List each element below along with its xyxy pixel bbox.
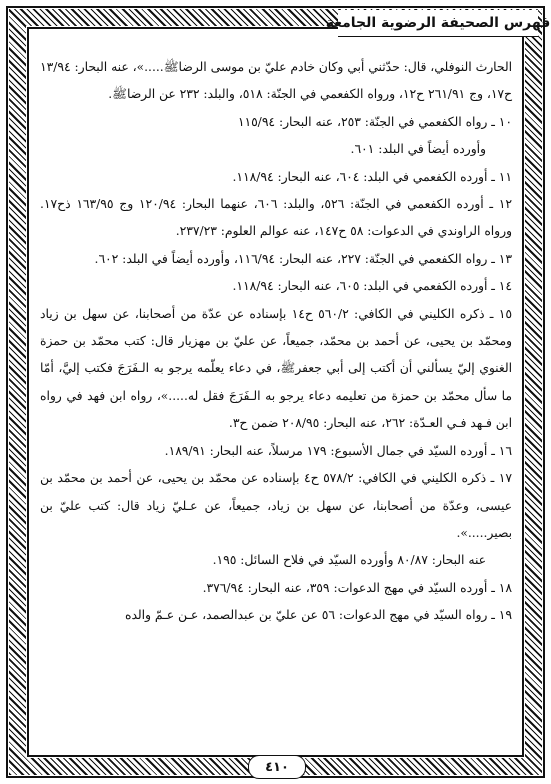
footnote-19: ١٩ ـ رواه السيّد في مهج الدعوات: ٥٦ عن عليّ بن عبدالصمد، عـن عـمّ والده [125, 608, 512, 623]
footnote-15: ١٥ ـ ذكره الكليني في الكافي: ٥٦٠/٢ ح١٤ بإسناده عن عدّة من أصحابنا، عن سهل بن زياد ومحمّد بن يحيى، عن أحمد بن محمّد، جميعاً، عن عليّ بن مهزيار قال: كتب محمّد بن حمزة الغنوي إليّ يسألني أن أكتب إلى أبي جعفرﷺ، في دعاء يعلّمه يرجو به الـفَرَجَ فكتب إليَّ، أمّا ما سأل محمّد بن حمزة من تعليمه دعاء يرجو به الـفَرَجَ فقل له.....»، رواه ابن فهد في رواه ابن فـهد فـي العـدّة: ٢٦٢، عنه البحار: ٢٠٨/٩٥ ضمن ح٣. [40, 306, 512, 431]
footnote-10-continued: وأورده أيضاً في البلد: ٦٠١. [350, 142, 486, 157]
footnote-10: ١٠ ـ رواه الكفعمي في الجنّة: ٢٥٣، عنه البحار: ١١٥/٩٤ [237, 114, 512, 129]
page-number: ٤١٠ [265, 759, 289, 775]
paragraph-continuation: الحارث النوفلي، قال: حدّثني أبي وكان خادم عليّ بن موسى الرضاﷺ.....»، عنه البحار: ١٣/٩٤ ح١٧، وج ٢٦١/٩١ ح١٢، ورواه الكفعمي في الجنّة: ٥١٨، والبلد: ٢٣٢ عن الرضاﷺ. [40, 60, 512, 102]
footnote-17-continued: عنه البحار: ٨٠/٨٧ وأورده السيّد في فلاح السائل: ١٩٥. [212, 553, 486, 568]
header-title: فهرس الصحيفة الرضوية الجامعة [325, 15, 551, 31]
footnote-11: ١١ ـ أورده الكفعمي في البلد: ٦٠٤، عنه البحار: ١١٨/٩٤. [232, 169, 512, 184]
footnote-14: ١٤ ـ أورده الكفعمي في البلد: ٦٠٥، عنه البحار: ١١٨/٩٤. [232, 279, 512, 294]
page-number-box [248, 755, 306, 779]
footnote-13: ١٣ ـ رواه الكفعمي في الجنّة: ٢٢٧، عنه البحار: ١١٦/٩٤، وأورده أيضاً في البلد: ٦٠٢. [94, 251, 512, 266]
footnote-16: ١٦ ـ أورده السيّد في جمال الأسبوع: ١٧٩ مرسلاً، عنه البحار: ١٨٩/٩١. [164, 443, 512, 458]
running-header [325, 10, 551, 37]
footnotes-body [40, 54, 512, 744]
footnote-17: ١٧ ـ ذكره الكليني في الكافي: ٥٧٨/٢ ح٤ بإسناده عن محمّد بن يحيى، عن أحمد بن محمّد بن عيسى، وعدّة من أصحابنا، عن سهل بن زياد، جميعاً، عن عـليّ زياد قال: كتب عليّ بن بصير.....». [40, 471, 512, 540]
footnote-18: ١٨ ـ أورده السيّد في مهج الدعوات: ٣٥٩، عنه البحار: ٣٧٦/٩٤. [202, 580, 512, 595]
footnote-12: ١٢ ـ أورده الكفعمي في الجنّة: ٥٢٦، والبلد: ٦٠٦، عنهما البحار: ١٢٠/٩٤ وج ١٦٣/٩٥ ذح١٧. ورواه الراوندي في الدعوات: ٥٨ ح١٤٧، عنه عوالم العلوم: ٢٣٧/٢٣. [40, 197, 512, 239]
